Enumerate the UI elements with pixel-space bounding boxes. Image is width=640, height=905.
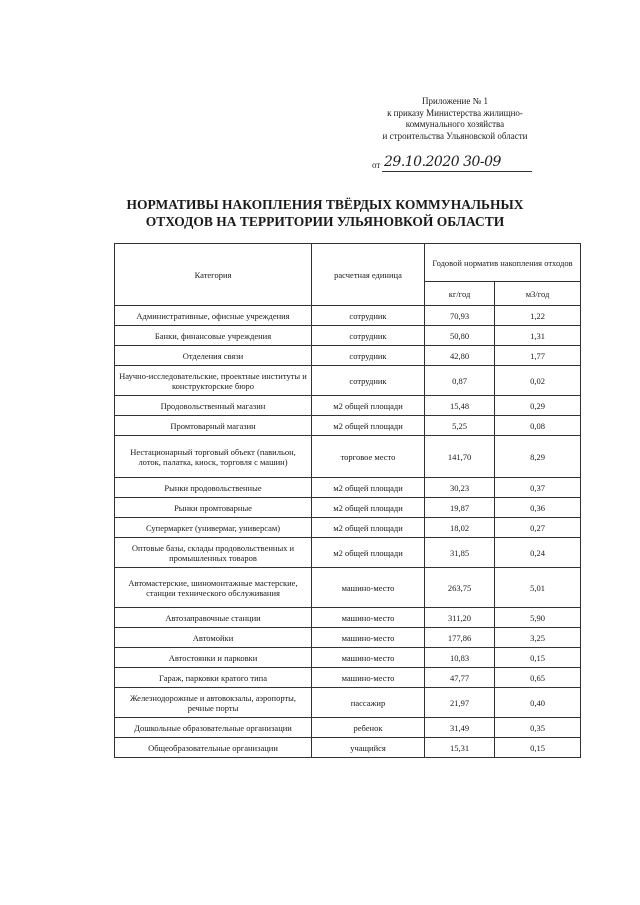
- cell-unit: м2 общей площади: [312, 498, 425, 518]
- cell-kg-per-year: 263,75: [425, 568, 495, 608]
- table-row: [115, 648, 581, 668]
- cell-unit: сотрудник: [312, 366, 425, 396]
- appendix-line: к приказу Министерства жилищно-: [387, 107, 523, 118]
- table-row: [115, 478, 581, 498]
- order-date: [372, 154, 532, 176]
- date-prefix: от: [372, 160, 381, 170]
- norms-table: [114, 243, 581, 758]
- cell-m3-per-year: 0,37: [495, 478, 581, 498]
- appendix-line: коммунального хозяйства: [405, 119, 505, 129]
- table-row: [115, 538, 581, 568]
- cell-unit: ребенок: [312, 718, 425, 738]
- cell-unit: пассажир: [312, 688, 425, 718]
- cell-unit: м2 общей площади: [312, 416, 425, 436]
- cell-unit: машино-место: [312, 648, 425, 668]
- cell-kg-per-year: 18,02: [425, 518, 495, 538]
- title-line-1: НОРМАТИВЫ НАКОПЛЕНИЯ ТВЁРДЫХ КОММУНАЛЬНЫХ: [126, 197, 524, 212]
- cell-m3-per-year: 0,29: [495, 396, 581, 416]
- cell-unit: учащийся: [312, 738, 425, 758]
- cell-kg-per-year: 50,80: [425, 326, 495, 346]
- cell-m3-per-year: 5,90: [495, 608, 581, 628]
- table-row: [115, 346, 581, 366]
- appendix-line: и строительства Ульяновской области: [382, 130, 528, 141]
- cell-unit: м2 общей площади: [312, 396, 425, 416]
- cell-kg-per-year: 5,25: [425, 416, 495, 436]
- cell-kg-per-year: 10,83: [425, 648, 495, 668]
- cell-m3-per-year: 0,15: [495, 738, 581, 758]
- table-row: [115, 366, 581, 396]
- cell-kg-per-year: 70,93: [425, 306, 495, 326]
- cell-category: Гараж, парковки кратого типа: [115, 668, 312, 688]
- cell-unit: машино-место: [312, 568, 425, 608]
- table-row: [115, 326, 581, 346]
- cell-category: Супермаркет (универмаг, универсам): [115, 518, 312, 538]
- header-unit: расчетная единица: [312, 244, 425, 306]
- header-m3-per-year: м3/год: [495, 282, 581, 306]
- cell-category: Автомойки: [115, 628, 312, 648]
- cell-kg-per-year: 311,20: [425, 608, 495, 628]
- cell-kg-per-year: 31,49: [425, 718, 495, 738]
- cell-category: Автостоянки и парковки: [115, 648, 312, 668]
- cell-category: Нестационарный торговый объект (павильон, лоток, палатка, киоск, торговля с машин): [115, 436, 312, 478]
- table-row: [115, 568, 581, 608]
- cell-category: Продовольственный магазин: [115, 396, 312, 416]
- cell-kg-per-year: 19,87: [425, 498, 495, 518]
- table-row: [115, 416, 581, 436]
- table-row: [115, 738, 581, 758]
- table-row: [115, 498, 581, 518]
- header-kg-per-year: кг/год: [425, 282, 495, 306]
- cell-kg-per-year: 47,77: [425, 668, 495, 688]
- table-row: [115, 396, 581, 416]
- cell-m3-per-year: 0,35: [495, 718, 581, 738]
- cell-category: Общеобразовательные организации: [115, 738, 312, 758]
- cell-category: Железнодорожные и автовокзалы, аэропорты, речные порты: [115, 688, 312, 718]
- date-underline: [382, 171, 532, 172]
- cell-m3-per-year: 5,01: [495, 568, 581, 608]
- table-row: [115, 518, 581, 538]
- table-row: [115, 718, 581, 738]
- cell-m3-per-year: 3,25: [495, 628, 581, 648]
- table-row: [115, 608, 581, 628]
- cell-category: Оптовые базы, склады продовольственных и промышленных товаров: [115, 538, 312, 568]
- cell-kg-per-year: 0,87: [425, 366, 495, 396]
- cell-unit: м2 общей площади: [312, 538, 425, 568]
- cell-m3-per-year: 0,02: [495, 366, 581, 396]
- cell-unit: м2 общей площади: [312, 478, 425, 498]
- cell-unit: сотрудник: [312, 326, 425, 346]
- header-category: Категория: [115, 244, 312, 306]
- cell-unit: машино-место: [312, 668, 425, 688]
- cell-kg-per-year: 141,70: [425, 436, 495, 478]
- cell-m3-per-year: 1,31: [495, 326, 581, 346]
- cell-m3-per-year: 1,22: [495, 306, 581, 326]
- cell-category: Автозаправочные станции: [115, 608, 312, 628]
- cell-category: Рынки продовольственные: [115, 478, 312, 498]
- document-title: [90, 196, 560, 230]
- table-row: [115, 668, 581, 688]
- cell-m3-per-year: 0,24: [495, 538, 581, 568]
- cell-m3-per-year: 0,27: [495, 518, 581, 538]
- cell-kg-per-year: 177,86: [425, 628, 495, 648]
- cell-kg-per-year: 42,80: [425, 346, 495, 366]
- cell-unit: м2 общей площади: [312, 518, 425, 538]
- cell-kg-per-year: 15,48: [425, 396, 495, 416]
- table-row: [115, 436, 581, 478]
- appendix-title: Приложение № 1: [422, 96, 488, 106]
- cell-kg-per-year: 30,23: [425, 478, 495, 498]
- cell-unit: сотрудник: [312, 346, 425, 366]
- cell-m3-per-year: 1,77: [495, 346, 581, 366]
- cell-category: Промтоварный магазин: [115, 416, 312, 436]
- cell-m3-per-year: 0,15: [495, 648, 581, 668]
- cell-category: Административные, офисные учреждения: [115, 306, 312, 326]
- handwritten-date: 29.10.2020 30-09: [384, 154, 501, 170]
- cell-unit: машино-место: [312, 628, 425, 648]
- cell-m3-per-year: 0,36: [495, 498, 581, 518]
- cell-kg-per-year: 31,85: [425, 538, 495, 568]
- cell-m3-per-year: 0,08: [495, 416, 581, 436]
- appendix-header: [340, 96, 570, 142]
- cell-category: Банки, финансовые учреждения: [115, 326, 312, 346]
- cell-category: Автомастерские, шиномонтажные мастерские, станции технического обслуживания: [115, 568, 312, 608]
- table-row: [115, 688, 581, 718]
- table-row: [115, 628, 581, 648]
- cell-kg-per-year: 21,97: [425, 688, 495, 718]
- cell-category: Дошкольные образовательные организации: [115, 718, 312, 738]
- cell-m3-per-year: 8,29: [495, 436, 581, 478]
- cell-category: Отделения связи: [115, 346, 312, 366]
- cell-category: Рынки промтоварные: [115, 498, 312, 518]
- table-row: [115, 306, 581, 326]
- cell-category: Научно-исследовательские, проектные институты и конструкторские бюро: [115, 366, 312, 396]
- cell-unit: торговое место: [312, 436, 425, 478]
- cell-m3-per-year: 0,65: [495, 668, 581, 688]
- table-body: [115, 306, 581, 758]
- cell-unit: сотрудник: [312, 306, 425, 326]
- header-annual-norm: Годовой норматив накопления отходов: [425, 244, 581, 282]
- cell-kg-per-year: 15,31: [425, 738, 495, 758]
- title-line-2: ОТХОДОВ НА ТЕРРИТОРИИ УЛЬЯНОВКОЙ ОБЛАСТИ: [145, 214, 505, 229]
- cell-unit: машино-место: [312, 608, 425, 628]
- cell-m3-per-year: 0,40: [495, 688, 581, 718]
